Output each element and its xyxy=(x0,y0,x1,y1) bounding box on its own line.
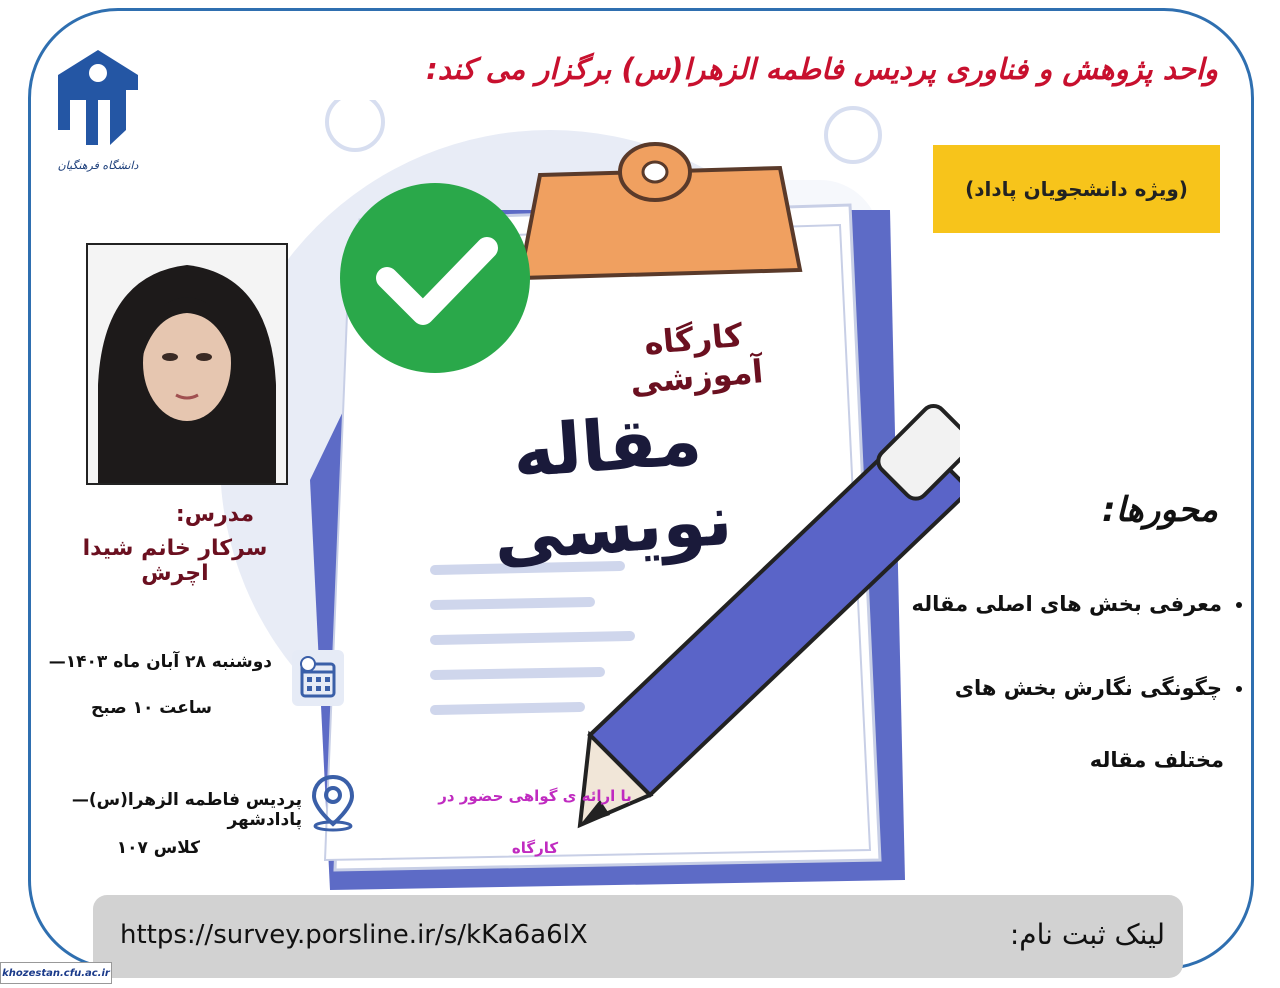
audience-badge: (ویژه دانشجویان پاداد) xyxy=(933,145,1220,233)
registration-link[interactable]: https://survey.porsline.ir/s/kKa6a6lX xyxy=(120,920,588,950)
calendar-icon xyxy=(292,650,344,706)
university-logo xyxy=(48,45,148,180)
organizer-heading: واحد پژوهش و فناوری پردیس فاطمه الزهرا(س) برگزار می کند: xyxy=(426,52,1218,86)
location-pin-icon xyxy=(308,772,358,832)
topic-item: معرفی بخش های اصلی مقاله xyxy=(912,592,1243,616)
check-icon xyxy=(335,178,535,378)
instructor-label: مدرس: xyxy=(175,502,255,527)
certificate-line-1: با ارائه ی گواهی حضور در xyxy=(438,787,632,805)
schedule-time: ساعت ۱۰ صبح xyxy=(91,698,212,718)
bullet-icon xyxy=(1236,602,1242,608)
topic-item-continuation: مختلف مقاله xyxy=(1089,748,1224,772)
location-room: کلاس ۱۰۷ xyxy=(116,838,200,858)
instructor-photo xyxy=(86,243,288,485)
logo-caption: دانشگاه فرهنگیان xyxy=(57,159,139,172)
location-place: پردیس فاطمه الزهرا(س)—پادادشهر xyxy=(71,790,302,830)
instructor-name: سرکار خانم شیدا اچرش xyxy=(82,536,268,586)
schedule-date: دوشنبه ۲۸ آبان ماه ۱۴۰۳— xyxy=(48,652,272,672)
topics-title: محورها: xyxy=(1101,490,1218,530)
logo-emblem-icon xyxy=(48,45,148,155)
certificate-line-2: کارگاه xyxy=(511,839,559,857)
site-watermark: khozestan.cfu.ac.ir xyxy=(0,962,112,984)
certificate-note xyxy=(405,770,665,874)
workshop-subtitle: کارگاه آموزشی xyxy=(628,315,765,402)
topic-item: چگونگی نگارش بخش های xyxy=(955,676,1242,700)
workshop-title: مقاله نویسی xyxy=(491,398,735,578)
bullet-icon xyxy=(1236,686,1242,692)
registration-label: لینک ثبت نام: xyxy=(1009,918,1165,951)
